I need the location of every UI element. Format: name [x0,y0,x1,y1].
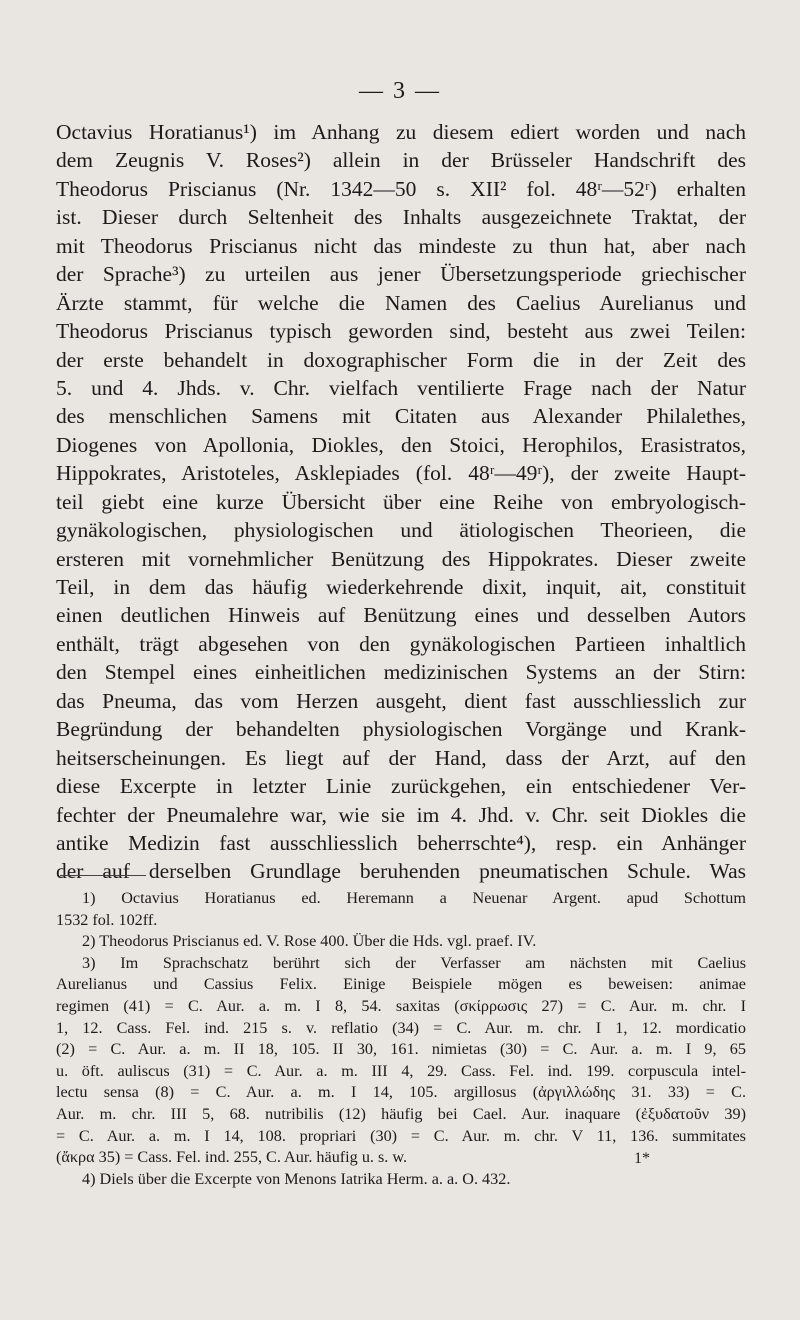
body-line: Ärzte stammt, für welche die Namen des Caelius Aurelianus und [56,290,746,315]
body-line: dem Zeugnis V. Roses²) allein in der Brüsseler Handschrift des [56,148,746,173]
footnote-line: 4) Diels über die Excerpte von Menons Iatrika Herm. a. a. O. 432. [82,1169,511,1188]
body-line: Hippokrates, Aristoteles, Asklepiades (fol. 48ʳ—49ʳ), der zweite Haupt- [56,461,746,486]
body-line: ist. Dieser durch Seltenheit des Inhalts ausgezeichnete Traktat, der [56,205,746,230]
body-line: der Sprache³) zu urteilen aus jener Übersetzungsperiode griechischer [56,262,746,287]
body-line: Diogenes von Apollonia, Diokles, den Stoici, Herophilos, Erasistratos, [56,432,746,457]
body-line: Theodorus Priscianus typisch geworden sind, besteht aus zwei Teilen: [56,319,746,344]
body-line: teil giebt eine kurze Übersicht über eine Reihe von embryologisch- [56,489,746,514]
body-line: das Pneuma, das vom Herzen ausgeht, dient fast ausschliesslich zur [56,688,746,713]
body-line: Octavius Horatianus¹) im Anhang zu diesem ediert worden und nach [56,120,746,144]
footnote-line: (ἄκρα 35) = Cass. Fel. ind. 255, C. Aur. häufig u. s. w. [56,1148,408,1167]
body-line: antike Medizin fast ausschliesslich beherrschte⁴), resp. ein Anhänger [56,830,746,855]
signature-mark: 1* [634,1150,650,1167]
footnote-line: 1532 fol. 102ff. [56,910,158,929]
body-line: der erste behandelt in doxographischer Form die in der Zeit des [56,347,746,372]
body-line: mit Theodorus Priscianus nicht das mindeste zu thun hat, aber nach [56,233,746,258]
footnote-divider [60,875,146,876]
footnote-line: Aur. m. chr. III 5, 68. nutribilis (12) häufig bei Cael. Aur. inaquare (ἐξυδατοῦν 39) [56,1104,746,1123]
body-line: heitserscheinungen. Es liegt auf der Hand, dass der Arzt, auf den [56,745,746,770]
body-line: der auf derselben Grundlage beruhenden pneumatischen Schule. Was [56,859,746,884]
footnote-line: 2) Theodorus Priscianus ed. V. Rose 400. Über die Hds. vgl. praef. IV. [82,932,537,951]
footnote-line: u. öft. auliscus (31) = C. Aur. a. m. III 4, 29. Cass. Fel. ind. 199. corpuscula intel- [56,1061,746,1080]
body-line: Theodorus Priscianus (Nr. 1342—50 s. XII² fol. 48ʳ—52ʳ) erhalten [56,176,746,201]
body-line: diese Excerpte in letzter Linie zurückgehen, ein entschiedener Ver- [56,774,746,799]
footnote-line: 1, 12. Cass. Fel. ind. 215 s. v. reflatio (34) = C. Aur. m. chr. I 1, 12. mordicatio [56,1018,746,1037]
body-line: Teil, in dem das häufig wiederkehrende dixit, inquit, ait, constituit [56,575,746,599]
body-line: enthält, trägt abgesehen von den gynäkologischen Partieen inhaltlich [56,631,746,656]
body-line: einen deutlichen Hinweis auf Benützung eines und desselben Autors [56,603,746,628]
footnote-line: = C. Aur. a. m. I 14, 108. propriari (30) = C. Aur. m. chr. V 11, 136. summitates [56,1126,746,1145]
footnote-line: regimen (41) = C. Aur. a. m. I 8, 54. saxitas (σκίρρωσις 27) = C. Aur. m. chr. I [56,996,746,1015]
footnote-line: Aurelianus und Cassius Felix. Einige Beispiele mögen es beweisen: animae [56,975,746,994]
body-line: 5. und 4. Jhds. v. Chr. vielfach ventilierte Frage nach der Natur [56,375,746,400]
body-line: Begründung der behandelten physiologischen Vorgänge und Krank- [56,717,746,742]
footnote-line: 3) Im Sprachschatz berührt sich der Verfasser am nächsten mit Caelius [82,953,746,972]
page-number: — 3 — [359,78,441,104]
body-line: den Stempel eines einheitlichen medizinischen Systems an der Stirn: [56,660,746,685]
footnotes [56,888,746,1190]
body-line: fechter der Pneumalehre war, wie sie im 4. Jhd. v. Chr. seit Diokles die [56,802,746,827]
footnote-line: 1) Octavius Horatianus ed. Heremann a Neuenar Argent. apud Schottum [82,889,746,907]
body-line: des menschlichen Samens mit Citaten aus Alexander Philalethes, [56,404,746,429]
footnote-line: (2) = C. Aur. a. m. II 18, 105. II 30, 161. nimietas (30) = C. Aur. a. m. I 9, 65 [56,1040,746,1059]
body-line: gynäkologischen, physiologischen und ätiologischen Theorieen, die [56,518,746,543]
body-line: ersteren mit vornehmlicher Benützung des Hippokrates. Dieser zweite [56,546,746,571]
body-text [56,118,746,886]
footnote-line: lectu sensa (8) = C. Aur. a. m. I 14, 105. argillosus (ἀργιλλώδης 31. 33) = C. [56,1083,746,1102]
